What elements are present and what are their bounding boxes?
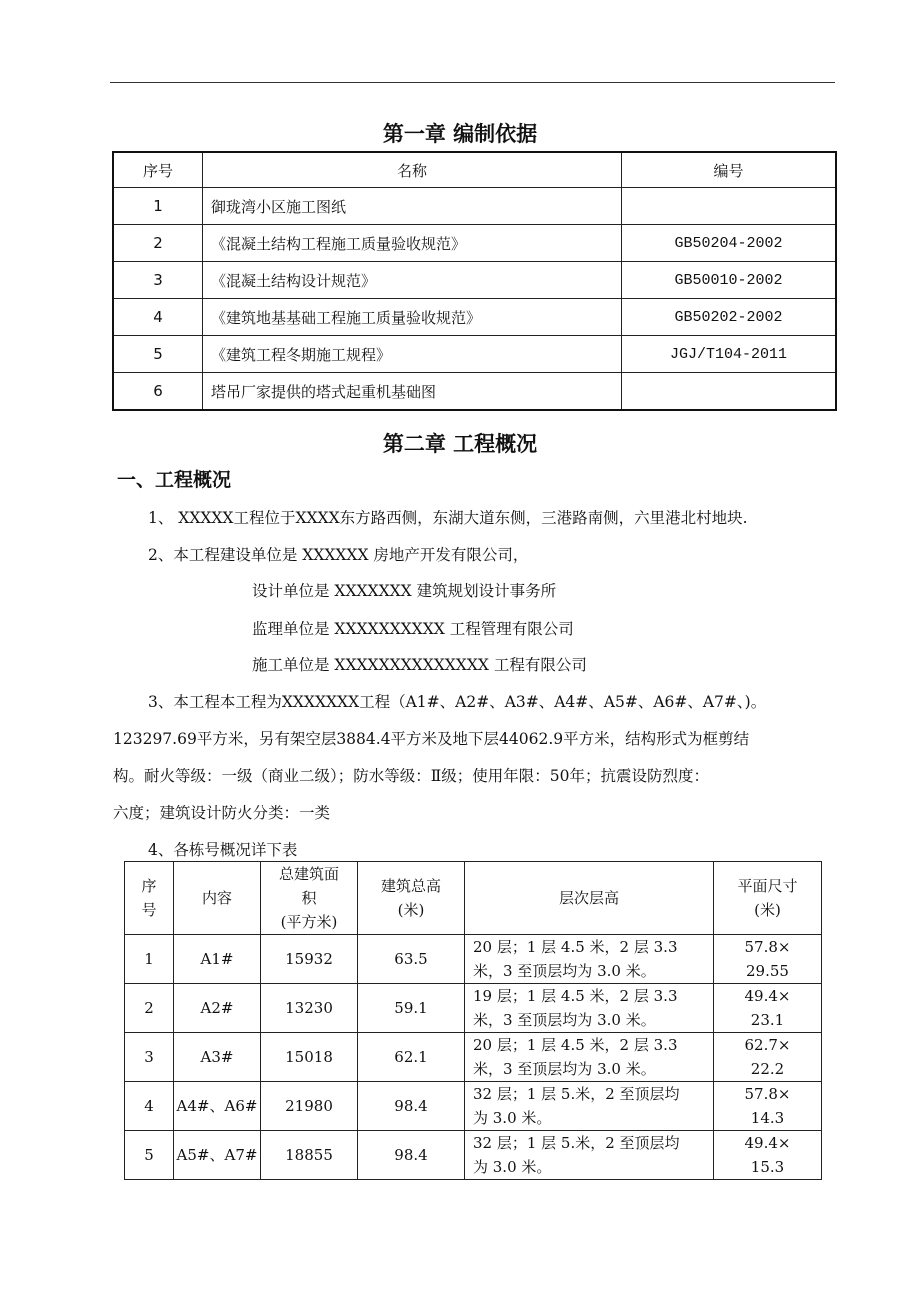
header-size-line2: (米) <box>754 901 781 919</box>
row-no: 3 <box>113 262 203 299</box>
header-area-line3: (平方米) <box>280 913 338 931</box>
table-row <box>113 225 836 262</box>
table-row <box>125 1082 822 1131</box>
basis-table <box>112 151 837 411</box>
row-content: A3# <box>174 1033 261 1082</box>
row-no: 3 <box>125 1033 174 1082</box>
row-no: 4 <box>113 299 203 336</box>
row-name: 御珑湾小区施工图纸 <box>203 188 622 225</box>
row-height: 63.5 <box>358 935 465 984</box>
header-area <box>261 862 358 935</box>
header-area-line2: 积 <box>301 889 317 907</box>
row-height: 98.4 <box>358 1082 465 1131</box>
header-content: 内容 <box>174 862 261 935</box>
row-no: 5 <box>125 1131 174 1180</box>
row-floors-line1: 32 层；1 层 5.米，2 至顶层均 <box>473 1085 680 1103</box>
chapter2-title: 第二章 工程概况 <box>382 432 538 456</box>
row-code: GB50010-2002 <box>622 262 837 299</box>
paragraph-project-line3: 构。耐火等级：一级（商业二级）；防水等级：Ⅱ级；使用年限：50年；抗震设防烈度： <box>113 767 710 785</box>
header-size <box>714 862 822 935</box>
paragraph-project-line2: 123297.69平方米，另有架空层3884.4平方米及地下层44062.9平方米，结构形式为框剪结 <box>113 730 750 748</box>
row-content: A4#、A6# <box>174 1082 261 1131</box>
paragraph-project-line1: 3、本工程本工程为XXXXXXX工程（A1#、A2#、A3#、A4#、A5#、A6#、A7#、)。 <box>148 693 767 711</box>
row-size-line2: 15.3 <box>750 1158 785 1176</box>
table-row <box>113 188 836 225</box>
row-name: 塔吊厂家提供的塔式起重机基础图 <box>203 373 622 411</box>
header-area-line1: 总建筑面 <box>278 865 339 883</box>
table-row <box>113 299 836 336</box>
header-no: 序号 <box>113 152 203 188</box>
row-no: 2 <box>113 225 203 262</box>
row-name: 《建筑工程冬期施工规程》 <box>203 336 622 373</box>
header-height-line1: 建筑总高 <box>380 877 441 895</box>
row-size <box>714 1033 822 1082</box>
row-floors <box>465 1131 714 1180</box>
paragraph-location: 1、 XXXXX工程位于XXXX东方路西侧，东湖大道东侧，三港路南侧，六里港北村地块. <box>148 509 748 527</box>
header-no <box>125 862 174 935</box>
row-height: 59.1 <box>358 984 465 1033</box>
row-no: 2 <box>125 984 174 1033</box>
paragraph-construction-unit: 施工单位是 XXXXXXXXXXXXXX 工程有限公司 <box>252 656 587 674</box>
paragraph-design-unit: 设计单位是 XXXXXXX 建筑规划设计事务所 <box>252 582 557 600</box>
paragraph-table-intro: 4、各栋号概况详下表 <box>148 841 298 859</box>
chapter1-title: 第一章 编制依据 <box>382 122 538 146</box>
paragraph-project-line4: 六度；建筑设计防火分类：一类 <box>113 804 331 822</box>
table-header-row <box>125 862 822 935</box>
row-floors-line1: 19 层；1 层 4.5 米，2 层 3.3 <box>473 987 678 1005</box>
row-area: 15018 <box>261 1033 358 1082</box>
row-size-line1: 57.8× <box>744 1085 791 1103</box>
header-height-line2: (米) <box>397 901 425 919</box>
row-size <box>714 1082 822 1131</box>
row-area: 15932 <box>261 935 358 984</box>
row-no: 1 <box>113 188 203 225</box>
table-row <box>113 262 836 299</box>
paragraph-owner: 2、本工程建设单位是 XXXXXX 房地产开发有限公司， <box>148 546 529 564</box>
row-area: 18855 <box>261 1131 358 1180</box>
row-floors-line2: 为 3.0 米。 <box>473 1158 552 1176</box>
row-floors <box>465 1082 714 1131</box>
row-size-line2: 14.3 <box>750 1109 785 1127</box>
header-size-line1: 平面尺寸 <box>737 877 798 895</box>
table-row <box>113 336 836 373</box>
row-code: GB50204-2002 <box>622 225 837 262</box>
header-height <box>358 862 465 935</box>
row-size-line1: 49.4× <box>744 1134 791 1152</box>
row-size-line2: 23.1 <box>750 1011 785 1029</box>
row-size <box>714 1131 822 1180</box>
header-name: 名称 <box>203 152 622 188</box>
row-no: 1 <box>125 935 174 984</box>
row-size-line2: 22.2 <box>750 1060 785 1078</box>
row-floors-line2: 米，3 至顶层均为 3.0 米。 <box>473 962 656 980</box>
table-header-row <box>113 152 836 188</box>
row-size <box>714 984 822 1033</box>
row-size-line1: 62.7× <box>744 1036 791 1054</box>
row-floors-line2: 为 3.0 米。 <box>473 1109 552 1127</box>
paragraph-supervision-unit: 监理单位是 XXXXXXXXXX 工程管理有限公司 <box>252 620 574 638</box>
row-floors-line1: 32 层；1 层 5.米，2 至顶层均 <box>473 1134 680 1152</box>
row-name: 《建筑地基基础工程施工质量验收规范》 <box>203 299 622 336</box>
row-area: 21980 <box>261 1082 358 1131</box>
row-code <box>622 373 837 411</box>
row-size-line1: 57.8× <box>744 938 791 956</box>
row-content: A2# <box>174 984 261 1033</box>
row-content: A1# <box>174 935 261 984</box>
row-code <box>622 188 837 225</box>
header-no-line1: 序 <box>141 877 157 895</box>
table-row <box>113 373 836 411</box>
table-row <box>125 935 822 984</box>
row-area: 13230 <box>261 984 358 1033</box>
row-floors <box>465 935 714 984</box>
row-height: 62.1 <box>358 1033 465 1082</box>
header-rule <box>110 82 835 83</box>
buildings-table <box>124 861 822 1180</box>
row-size-line1: 49.4× <box>744 987 791 1005</box>
header-no-line2: 号 <box>141 901 157 919</box>
row-size-line2: 29.55 <box>746 962 789 980</box>
row-floors-line1: 20 层；1 层 4.5 米，2 层 3.3 <box>473 938 678 956</box>
row-code: JGJ/T104-2011 <box>622 336 837 373</box>
row-name: 《混凝土结构工程施工质量验收规范》 <box>203 225 622 262</box>
row-floors-line2: 米，3 至顶层均为 3.0 米。 <box>473 1060 656 1078</box>
row-floors <box>465 1033 714 1082</box>
row-no: 6 <box>113 373 203 411</box>
header-floors: 层次层高 <box>465 862 714 935</box>
row-content: A5#、A7# <box>174 1131 261 1180</box>
row-height: 98.4 <box>358 1131 465 1180</box>
row-code: GB50202-2002 <box>622 299 837 336</box>
table-row <box>125 1131 822 1180</box>
table-row <box>125 1033 822 1082</box>
row-no: 5 <box>113 336 203 373</box>
section-title: 一、工程概况 <box>117 469 232 491</box>
row-size <box>714 935 822 984</box>
row-name: 《混凝土结构设计规范》 <box>203 262 622 299</box>
table-row <box>125 984 822 1033</box>
row-floors-line2: 米，3 至顶层均为 3.0 米。 <box>473 1011 656 1029</box>
row-floors <box>465 984 714 1033</box>
row-floors-line1: 20 层；1 层 4.5 米，2 层 3.3 <box>473 1036 678 1054</box>
header-code: 编号 <box>622 152 837 188</box>
row-no: 4 <box>125 1082 174 1131</box>
